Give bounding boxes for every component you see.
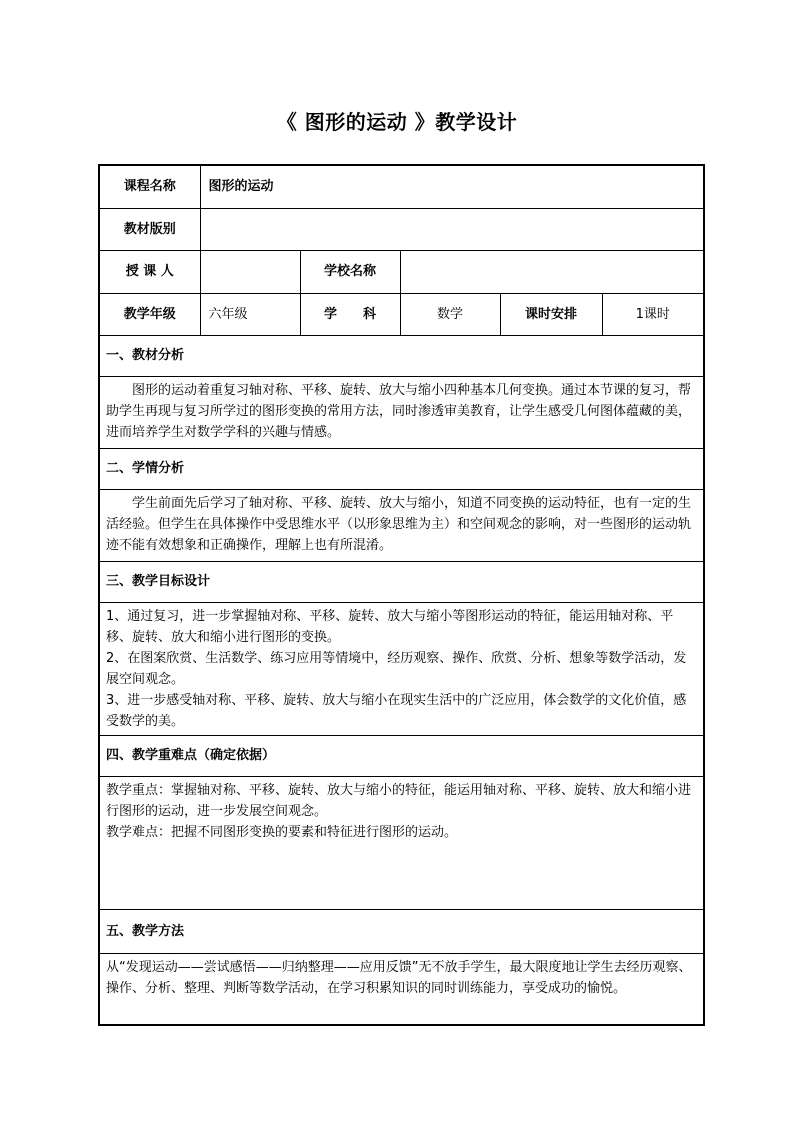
row-edition <box>99 208 704 250</box>
section-3-body <box>99 602 704 735</box>
teacher-value <box>200 250 300 293</box>
section-2-paragraph: 学生前面先后学习了轴对称、平移、旋转、放大与缩小，知道不同变换的运动特征，也有一定的生活经验。但学生在具体操作中受思维水平（以形象思维为主）和空间观念的影响，对一些图形的运动轨迹不能有效想象和正确操作，理解上也有所混淆。 <box>106 495 692 553</box>
document-title: 《 图形的运动 》教学设计 <box>276 110 518 134</box>
section-1-heading: 一、教材分析 <box>99 335 704 376</box>
section-5-body-row <box>99 953 704 1025</box>
section-5-paragraph: 从“发现运动——尝试感悟——归纳整理——应用反馈”无不放手学生，最大限度地让学生去经历观察、操作、分析、整理、判断等数学活动，在学习积累知识的同时训练能力，享受成功的愉悦。 <box>106 959 692 996</box>
grade-value: 六年级 <box>200 293 300 335</box>
school-value <box>400 250 704 293</box>
section-1-paragraph: 图形的运动着重复习轴对称、平移、旋转、放大与缩小四种基本几何变换。通过本节课的复习，帮助学生再现与复习所学过的图形变换的常用方法，同时渗透审美教育，让学生感受几何图体蕴藏的美，进而培养学生对数学学科的兴趣与情感。 <box>106 382 692 440</box>
section-3-body-row <box>99 602 704 735</box>
lesson-design-table <box>98 164 705 1026</box>
section-4-heading-row <box>99 735 704 776</box>
section-3-heading: 三、教学目标设计 <box>99 561 704 602</box>
objective-item: 2、在图案欣赏、生活数学、练习应用等情境中，经历观察、操作、欣赏、分析、想象等数学活动，发展空间观念。 <box>106 650 687 687</box>
section-1-body-row <box>99 376 704 448</box>
school-label: 学校名称 <box>300 250 400 293</box>
section-5-heading: 五、教学方法 <box>99 909 704 953</box>
course-value: 图形的运动 <box>200 165 704 208</box>
difficulty-item: 教学难点：把握不同图形变换的要素和特征进行图形的运动。 <box>106 824 458 840</box>
schedule-value: 1课时 <box>602 293 704 335</box>
section-1-heading-row <box>99 335 704 376</box>
section-3-heading-row <box>99 561 704 602</box>
section-1-body <box>99 376 704 448</box>
edition-label: 教材版别 <box>99 208 200 250</box>
subject-value: 数学 <box>400 293 500 335</box>
edition-value <box>200 208 704 250</box>
row-course <box>99 165 704 208</box>
section-2-heading: 二、学情分析 <box>99 448 704 489</box>
section-2-body <box>99 489 704 561</box>
key-point-item: 教学重点：掌握轴对称、平移、旋转、放大与缩小的特征，能运用轴对称、平移、旋转、放大和缩小进行图形的运动，进一步发展空间观念。 <box>106 782 692 819</box>
section-4-body-row <box>99 776 704 909</box>
section-5-heading-row <box>99 909 704 953</box>
section-2-body-row <box>99 489 704 561</box>
section-4-body <box>99 776 704 909</box>
section-4-heading: 四、教学重难点（确定依据） <box>99 735 704 776</box>
schedule-label: 课时安排 <box>500 293 602 335</box>
objective-item: 1、通过复习，进一步掌握轴对称、平移、旋转、放大与缩小等图形运动的特征，能运用轴对称、平移、旋转、放大和缩小进行图形的变换。 <box>106 608 674 645</box>
row-teacher <box>99 250 704 293</box>
grade-label: 教学年级 <box>99 293 200 335</box>
section-5-body <box>99 953 704 1025</box>
subject-label: 学 科 <box>300 293 400 335</box>
objective-item: 3、进一步感受轴对称、平移、旋转、放大与缩小在现实生活中的广泛应用，体会数学的文化价值，感受数学的美。 <box>106 692 687 729</box>
course-label: 课程名称 <box>99 165 200 208</box>
teacher-label: 授 课 人 <box>99 250 200 293</box>
section-2-heading-row <box>99 448 704 489</box>
row-grade <box>99 293 704 335</box>
